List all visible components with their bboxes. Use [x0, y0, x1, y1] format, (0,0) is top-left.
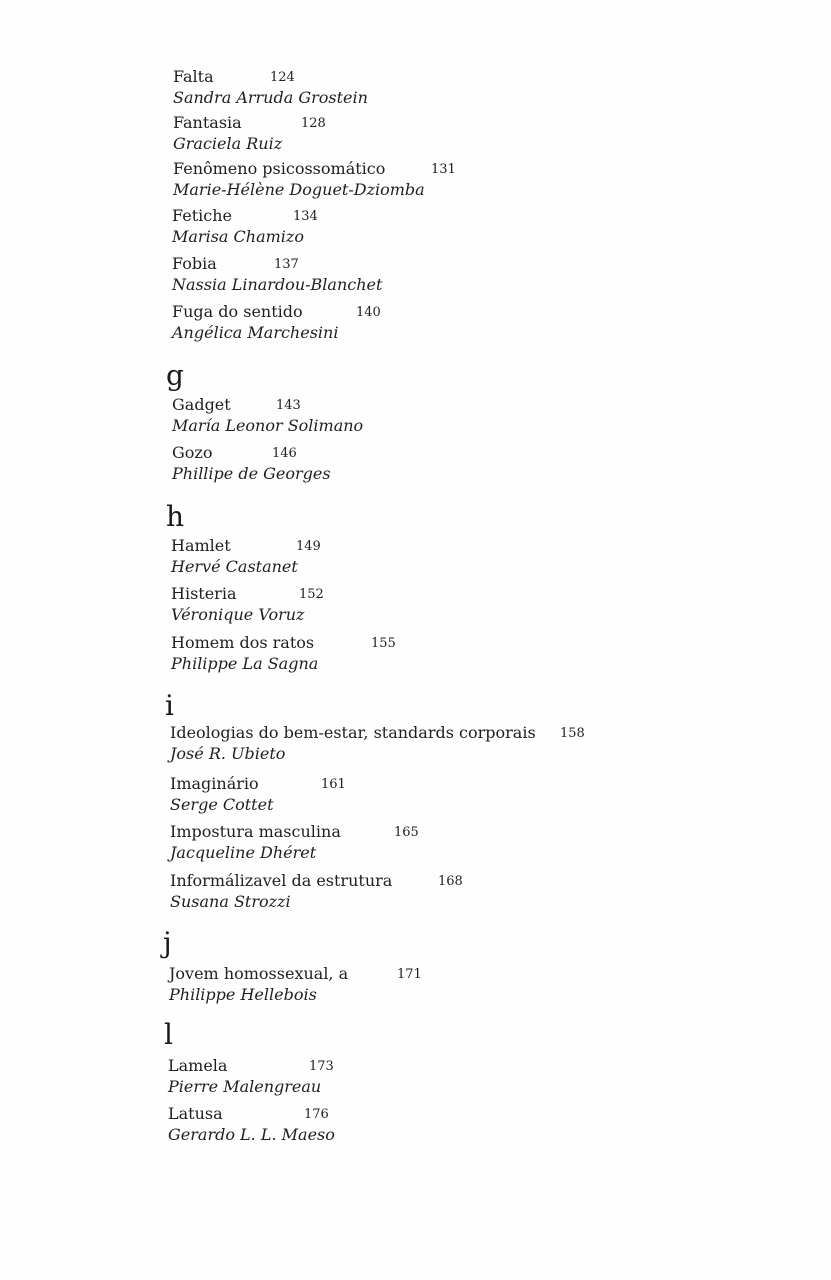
- entry-page-number: 143: [276, 398, 301, 413]
- entry-page-number: 131: [431, 162, 456, 177]
- entry-page-number: 152: [299, 587, 324, 602]
- toc-entry: [172, 443, 831, 487]
- entry-title: Hamlet: [171, 536, 231, 555]
- entry-author: Marie-Hélène Doguet-Dziomba: [173, 180, 425, 199]
- entry-author: Hervé Castanet: [171, 557, 298, 576]
- section-letter: l: [164, 1018, 173, 1051]
- entry-title: Gozo: [172, 443, 213, 462]
- entry-title: Lamela: [168, 1056, 228, 1075]
- entry-title: Fobia: [172, 254, 217, 273]
- toc-entry: [172, 254, 831, 298]
- toc-entry: [170, 871, 831, 915]
- entry-author: Phillipe de Georges: [172, 464, 331, 483]
- entry-page-number: 134: [293, 209, 318, 224]
- toc-entry: [169, 964, 831, 1008]
- section-letter: g: [166, 359, 184, 392]
- entry-title: Fetiche: [172, 206, 232, 225]
- toc-entry: [173, 159, 831, 203]
- entry-author: José R. Ubieto: [170, 744, 286, 763]
- section-letter: j: [163, 926, 172, 959]
- entry-page-number: 165: [394, 825, 419, 840]
- section-letter: i: [165, 689, 174, 722]
- entry-title: Imaginário: [170, 774, 259, 793]
- entry-page-number: 137: [274, 257, 299, 272]
- toc-entry: [170, 723, 831, 767]
- entry-author: Pierre Malengreau: [168, 1077, 322, 1096]
- entry-title: Impostura masculina: [170, 822, 341, 841]
- toc-entry: [172, 302, 831, 346]
- entry-page-number: 168: [438, 874, 463, 889]
- toc-entry: [173, 113, 831, 157]
- toc-entry: [171, 584, 831, 628]
- entry-title: Fantasia: [173, 113, 242, 132]
- entry-author: Angélica Marchesini: [172, 323, 339, 342]
- entry-page-number: 128: [301, 116, 326, 131]
- toc-entry: [171, 536, 831, 580]
- entry-page-number: 124: [270, 70, 295, 85]
- entry-author: Nassia Linardou-Blanchet: [172, 275, 383, 294]
- entry-author: Jacqueline Dhéret: [170, 843, 317, 862]
- entry-title: Homem dos ratos: [171, 633, 315, 652]
- toc-entry: [170, 822, 831, 866]
- entry-title: Fenômeno psicossomático: [173, 159, 386, 178]
- entry-title: Informálizavel da estrutura: [170, 871, 393, 890]
- entry-author: Marisa Chamizo: [172, 227, 304, 246]
- entry-title: Jovem homossexual, a: [169, 964, 349, 983]
- entry-page-number: 171: [397, 967, 422, 982]
- toc-entry: [171, 633, 831, 677]
- entry-author: Graciela Ruiz: [173, 134, 283, 153]
- toc-entry: [170, 774, 831, 818]
- toc-entry: [172, 206, 831, 250]
- toc-entry: [168, 1104, 831, 1148]
- section-letter: h: [166, 500, 185, 533]
- toc-entry: [172, 395, 831, 439]
- entry-author: María Leonor Solimano: [172, 416, 364, 435]
- entry-author: Susana Strozzi: [170, 892, 291, 911]
- entry-title: Latusa: [168, 1104, 223, 1123]
- entry-author: Véronique Voruz: [171, 605, 305, 624]
- entry-author: Serge Cottet: [170, 795, 274, 814]
- entry-page-number: 161: [321, 777, 346, 792]
- entry-title: Histeria: [171, 584, 237, 603]
- entry-author: Sandra Arruda Grostein: [173, 88, 368, 107]
- entry-page-number: 149: [296, 539, 321, 554]
- entry-page-number: 158: [560, 726, 585, 741]
- entry-page-number: 155: [371, 636, 396, 651]
- entry-title: Fuga do sentido: [172, 302, 303, 321]
- entry-page-number: 146: [272, 446, 297, 461]
- entry-page-number: 176: [304, 1107, 329, 1122]
- entry-author: Philippe La Sagna: [171, 654, 319, 673]
- toc-entry: [168, 1056, 831, 1100]
- entry-page-number: 140: [356, 305, 381, 320]
- entry-author: Gerardo L. L. Maeso: [168, 1125, 335, 1144]
- entry-title: Gadget: [172, 395, 231, 414]
- entry-title: Ideologias do bem-estar, standards corporais: [170, 723, 536, 742]
- entry-title: Falta: [173, 67, 214, 86]
- entry-author: Philippe Hellebois: [169, 985, 317, 1004]
- toc-entry: [173, 67, 831, 111]
- entry-page-number: 173: [309, 1059, 334, 1074]
